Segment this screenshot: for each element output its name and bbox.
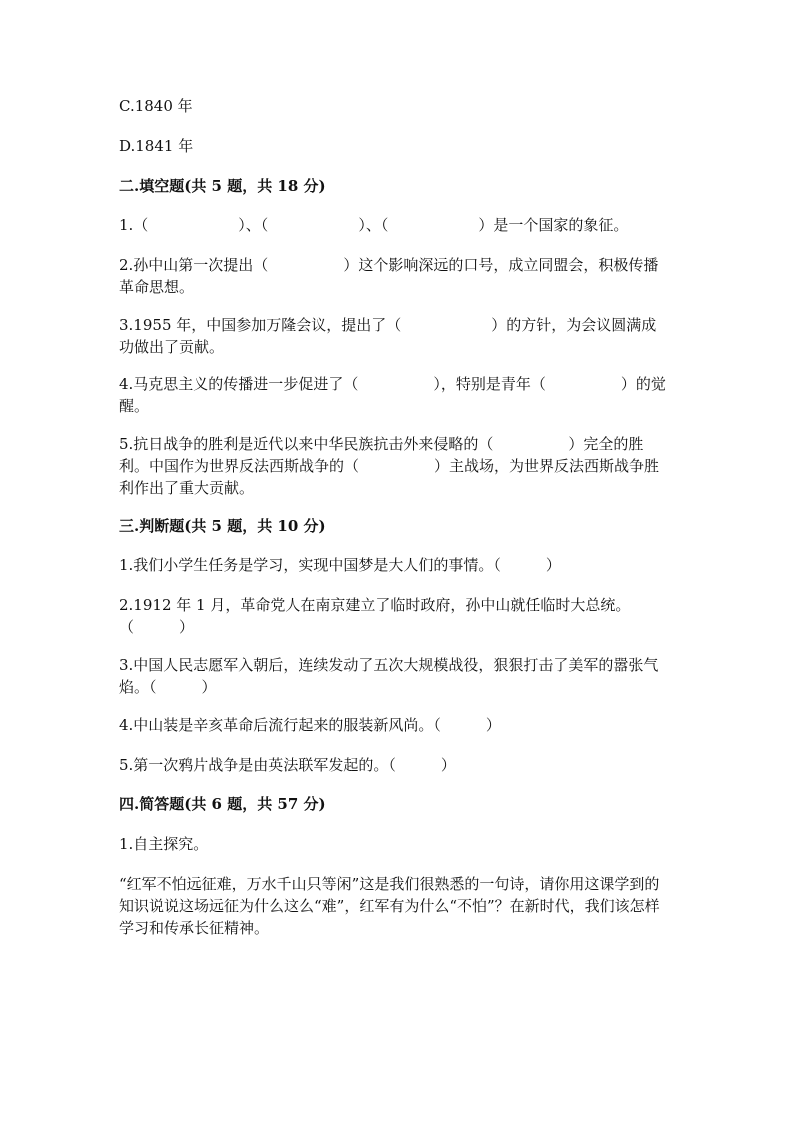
section-title-fill-blank: 二.填空题(共 5 题，共 18 分): [119, 177, 326, 195]
fill-question-1: 1.（ ）、（ ）、（ ）是一个国家的象征。: [119, 216, 629, 234]
fill-question-3: 3.1955 年，中国参加万隆会议，提出了（ ）的方针，为会议圆满成功做出了贡献。: [119, 316, 657, 356]
judge-question-5: 5.第一次鸦片战争是由英法联军发起的。（ ）: [119, 756, 456, 774]
judge-question-2: 2.1912 年 1 月，革命党人在南京建立了临时政府，孙中山就任临时大总统。（ ）: [119, 596, 631, 636]
fill-question-4: 4.马克思主义的传播进一步促进了（ ），特别是青年（ ）的觉醒。: [119, 375, 666, 415]
judge-question-4: 4.中山装是辛亥革命后流行起来的服装新风尚。（ ）: [119, 716, 501, 734]
section-title-short-answer: 四.简答题(共 6 题，共 57 分): [119, 795, 326, 813]
option-d: D.1841 年: [119, 137, 194, 155]
judge-question-3: 3.中国人民志愿军入朝后，连续发动了五次大规模战役，狠狠打击了美军的嚣张气焰。（ ）: [119, 656, 659, 696]
short-answer-question-1-body: “红军不怕远征难，万水千山只等闲”这是我们很熟悉的一句诗，请你用这课学到的知识说说这场远征为什么这么“难”，红军有为什么“不怕”？在新时代，我们该怎样学习和传承长征精神。: [119, 875, 660, 937]
fill-question-5: 5.抗日战争的胜利是近代以来中华民族抗击外来侵略的（ ）完全的胜利。中国作为世界反法西斯战争的（ ）主战场，为世界反法西斯战争胜利作出了重大贡献。: [119, 435, 660, 497]
option-c: C.1840 年: [119, 97, 193, 115]
section-title-true-false: 三.判断题(共 5 题，共 10 分): [119, 517, 326, 535]
fill-question-2: 2.孙中山第一次提出（ ）这个影响深远的口号，成立同盟会，积极传播革命思想。: [119, 256, 659, 296]
short-answer-question-1-title: 1.自主探究。: [119, 835, 209, 853]
judge-question-1: 1.我们小学生任务是学习，实现中国梦是大人们的事情。（ ）: [119, 556, 561, 574]
